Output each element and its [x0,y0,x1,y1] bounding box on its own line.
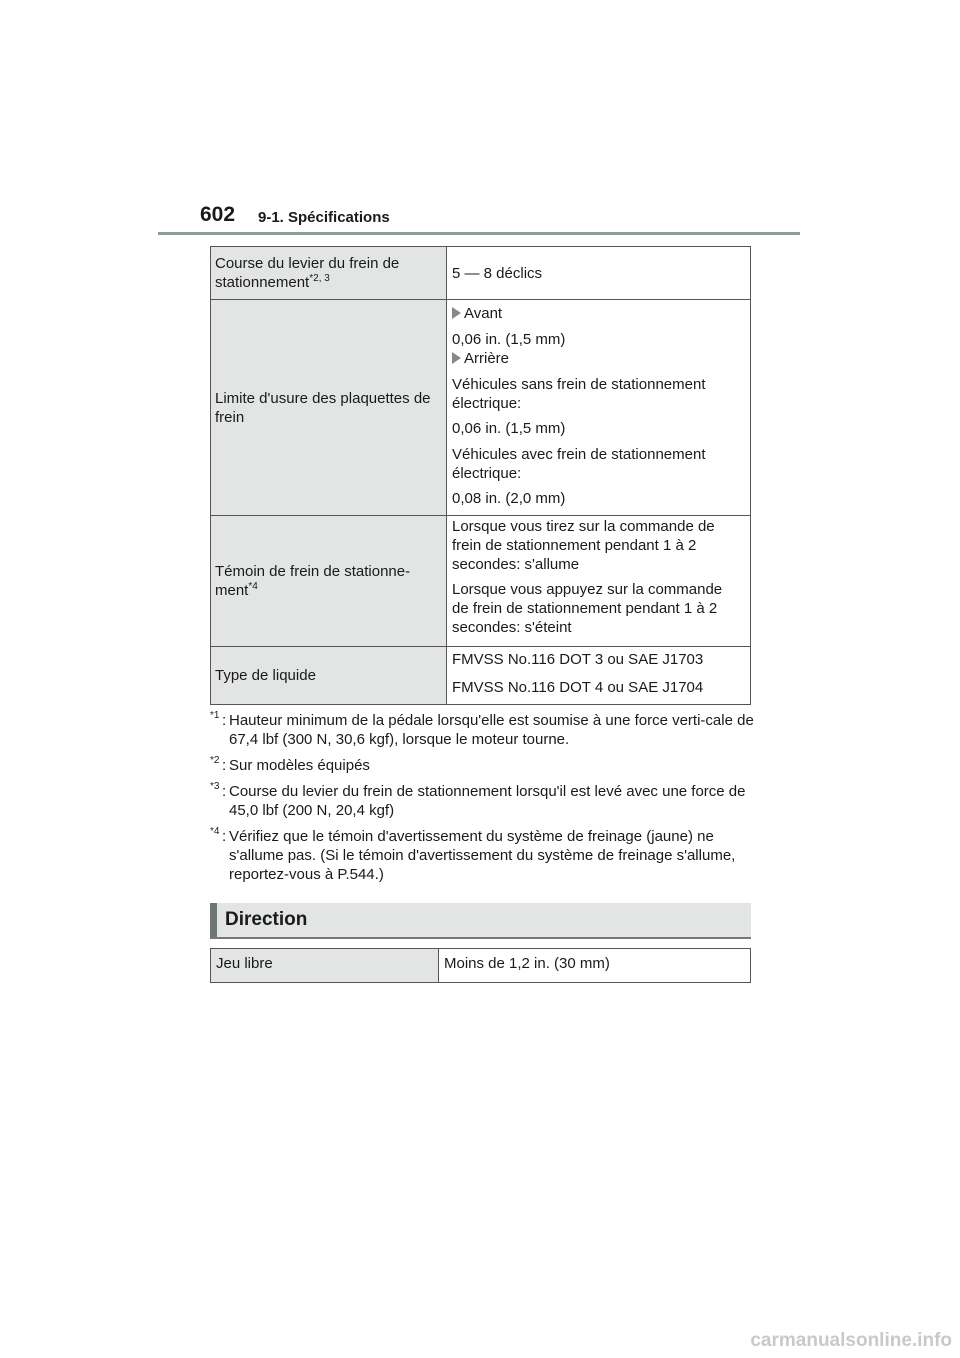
table-row [211,300,751,516]
row-label [211,300,447,516]
table-row [211,949,751,983]
row-label [211,516,447,647]
direction-title: Direction [225,909,308,930]
row-label [211,647,447,705]
footnote-text: Sur modèles équipés [229,757,370,774]
footnote-marker: *4 [210,826,220,837]
footnote: *1 : Hauteur minimum de la pédale lorsqu'elle est soumise à une force verti-cale de 67,4 lbf (300 N, 30,6 kgf), lorsque le moteur tourne. [210,711,760,749]
value-line: Lorsque vous tirez sur la commande de frein de stationnement pendant 1 à 2 secondes: s'allume [452,518,715,573]
footnote-text: Vérifiez que le témoin d'avertissement du système de freinage (jaune) ne s'allume pas. (Si le témoin d'avertissement du système de freinage s'allume, reportez-vous à P.544.) [229,828,736,883]
brake-spec-table [210,246,751,705]
triangle-bullet-icon [452,352,461,364]
row-label [211,247,447,300]
row-label: Jeu libre [211,949,439,983]
section-title: 9-1. Spécifications [258,209,390,226]
row-label-text: Type de liquide [215,667,316,684]
rear-line: Véhicules avec frein de stationnement électrique: [452,446,706,482]
page-number: 602 [200,203,236,226]
footnote-marker: *3 [210,781,220,792]
triangle-bullet-icon [452,307,461,319]
header-divider [158,232,800,235]
footnote-marker: *2 [210,755,220,766]
value-line: FMVSS No.116 DOT 3 ou SAE J1703 [452,651,704,668]
value-line: FMVSS No.116 DOT 4 ou SAE J1704 [452,679,704,696]
rear-heading: Arrière [452,349,742,368]
row-value [447,516,751,647]
row-label-text: Témoin de frein de stationne-ment [215,563,411,599]
footnote-text: Course du levier du frein de stationnement lorsqu'il est levé avec une force de 45,0 lbf (200 N, 20,4 kgf) [229,783,746,819]
section-accent-bar [210,903,217,937]
front-heading: Avant [452,304,742,323]
rear-line: 0,06 in. (1,5 mm) [452,420,566,437]
row-value: Moins de 1,2 in. (30 mm) [439,949,751,983]
footnote-marker: *4 [248,581,258,592]
table-row [211,647,751,705]
table-row [211,247,751,300]
footnote-marker: *2, 3 [309,273,330,284]
row-label-text: Course du levier du frein de stationnement [215,255,400,291]
value-line: Lorsque vous appuyez sur la commande de frein de stationnement pendant 1 à 2 secondes: s'éteint [452,581,723,636]
row-label-text: Limite d'usure des plaquettes de frein [215,389,431,426]
footnote: *2 : Sur modèles équipés [210,756,760,775]
row-value [447,300,751,516]
rear-line: Véhicules sans frein de stationnement électrique: [452,376,706,412]
direction-spec-table [210,948,751,983]
table-row [211,516,751,647]
footnotes [210,711,760,891]
footnote: *3 : Course du levier du frein de stationnement lorsqu'il est levé avec une force de 45,0 lbf (200 N, 20,4 kgf) [210,782,760,820]
front-value: 0,06 in. (1,5 mm) [452,331,566,348]
row-value-text: 5 — 8 déclics [452,264,543,282]
footnote-text: Hauteur minimum de la pédale lorsqu'elle est soumise à une force verti-cale de 67,4 lbf (300 N, 30,6 kgf), lorsque le moteur tourne. [229,712,754,748]
direction-section-header [210,903,751,939]
footnote: *4 : Vérifiez que le témoin d'avertissement du système de freinage (jaune) ne s'allume pas. (Si le témoin d'avertissement du système de freinage s'allume, reportez-vous à P.544.) [210,827,760,884]
footnote-marker: *1 [210,710,220,721]
row-value [447,647,751,705]
rear-line: 0,08 in. (2,0 mm) [452,490,566,507]
row-value [447,247,751,300]
watermark: carmanualsonline.info [750,1330,952,1351]
